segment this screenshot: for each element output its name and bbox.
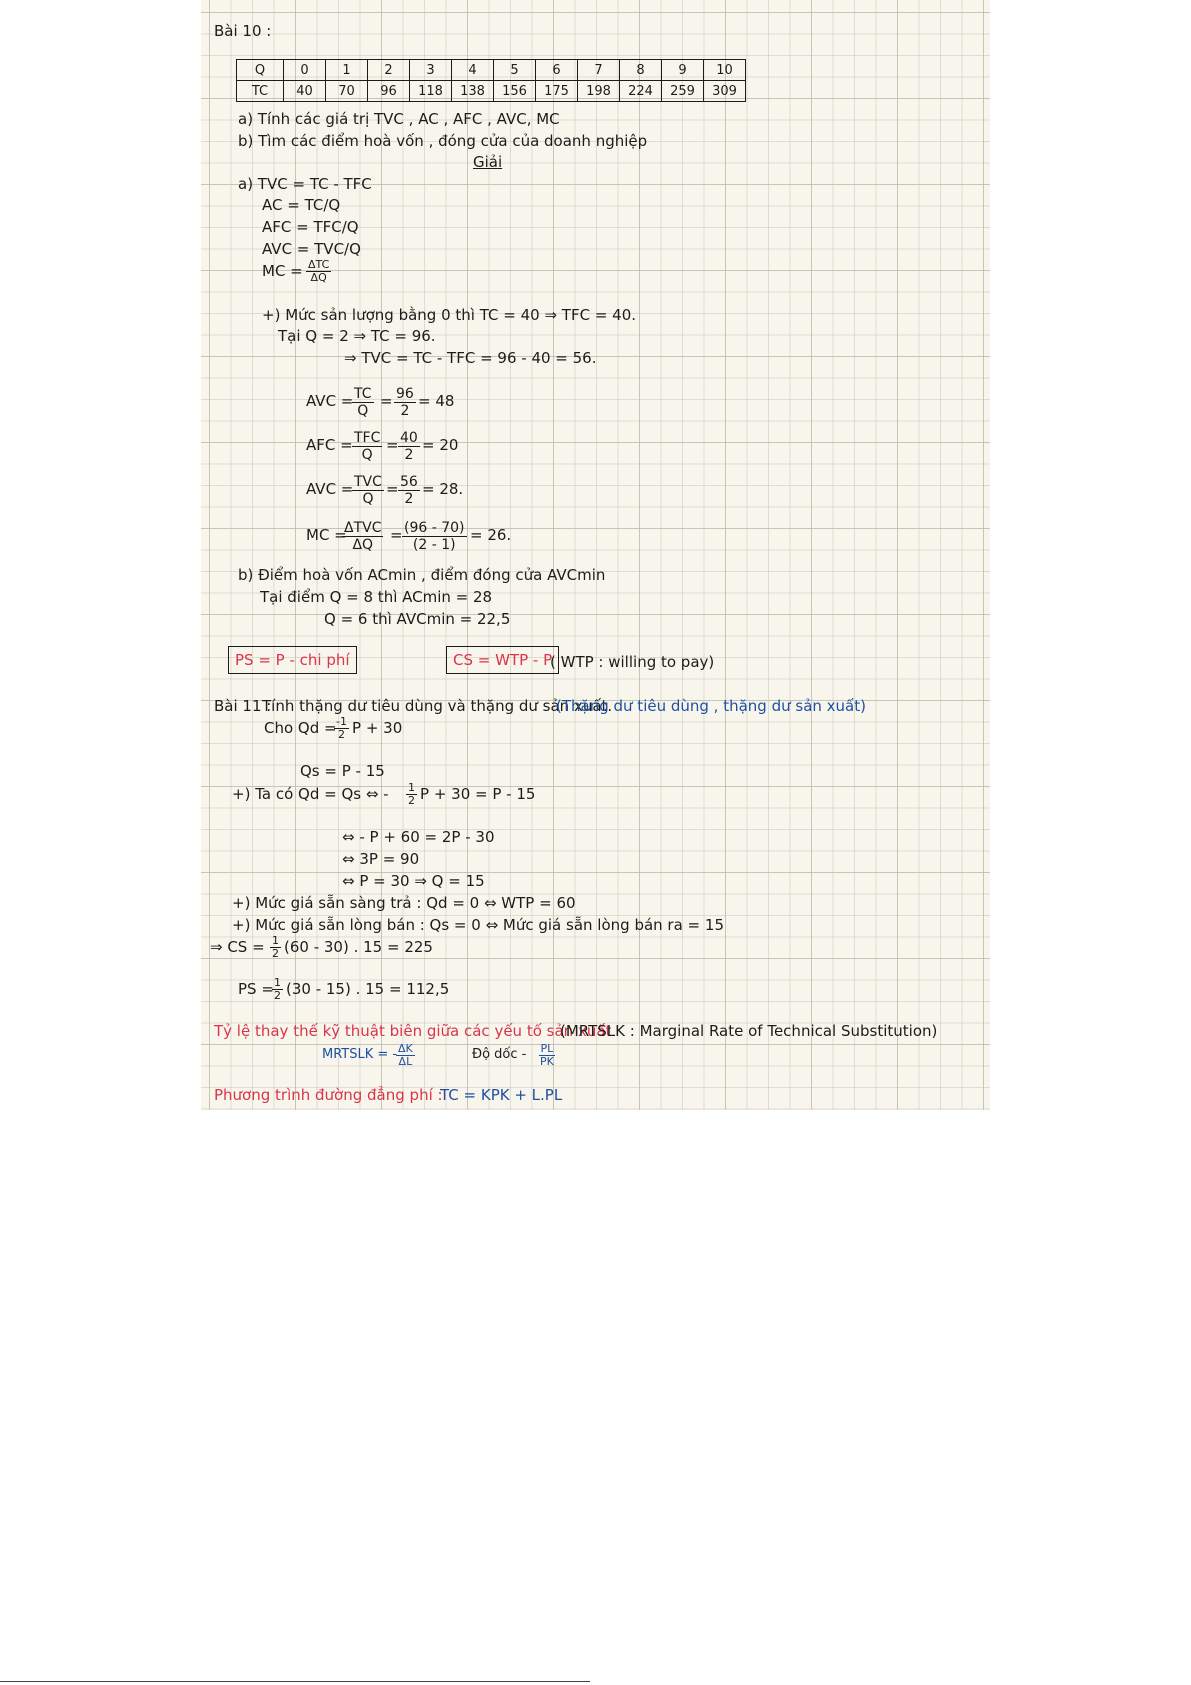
calc-f1-label: AVC =	[306, 392, 354, 410]
table-cell: 8	[620, 60, 662, 81]
table-cell: 309	[704, 81, 746, 102]
ps-prefix: PS =	[238, 980, 274, 998]
table-row-tc	[237, 81, 746, 102]
calc-f4-label: MC =	[306, 526, 347, 544]
fraction-numerator: 1	[272, 934, 279, 947]
equation-suffix: P + 30 = P - 15	[420, 785, 536, 803]
part-b-line-3: Q = 6 thì AVCmin = 22,5	[324, 610, 511, 628]
equation-step-1: ⇔ - P + 60 = 2P - 30	[342, 828, 495, 846]
fraction-numerator: 1	[274, 976, 281, 989]
calc-f2-label: AFC =	[306, 436, 353, 454]
cs-half-fraction	[270, 935, 281, 960]
table-cell: 40	[284, 81, 326, 102]
equals-sign: =	[386, 436, 399, 454]
calc-f3-fraction-1	[352, 474, 384, 507]
calc-f2-fraction-1	[352, 430, 382, 463]
producer-surplus-box: PS = P - chi phí	[228, 646, 357, 674]
table-cell: 70	[326, 81, 368, 102]
calc-f1-fraction-1	[352, 386, 374, 419]
table-cell: 0	[284, 60, 326, 81]
equals-sign: =	[380, 392, 393, 410]
equation-prefix: +) Ta có Qd = Qs ⇔ -	[232, 785, 389, 803]
fraction-denominator: 2	[274, 989, 281, 1002]
slope-fraction	[538, 1043, 556, 1068]
isocost-formula: TC = KPK + L.PL	[440, 1086, 563, 1104]
wtp-note: ( WTP : willing to pay)	[550, 653, 715, 671]
table-cell: TC	[237, 81, 284, 102]
fraction-denominator: Q	[361, 447, 373, 463]
fraction-denominator: ΔQ	[310, 271, 327, 284]
slope-label: Độ dốc -	[472, 1047, 527, 1062]
table-cell: 118	[410, 81, 452, 102]
fraction-numerator: 40	[400, 430, 418, 446]
cost-table	[236, 59, 746, 102]
table-row-q	[237, 60, 746, 81]
table-cell: 1	[326, 60, 368, 81]
formula-ac: AC = TC/Q	[262, 196, 341, 214]
fraction-denominator: 2	[404, 447, 414, 463]
isocost-heading: Phương trình đường đẳng phí :	[214, 1086, 443, 1104]
calc-f3-fraction-2	[398, 474, 420, 507]
given-qd-fraction	[334, 716, 349, 741]
mrts-heading: Tỷ lệ thay thế kỹ thuật biên giữa các yếu tố sản xuất	[214, 1022, 612, 1040]
calc-f1-fraction-2	[394, 386, 416, 419]
fraction-denominator: 2	[400, 403, 410, 419]
wtp-line: +) Mức giá sẵn sàng trả : Qd = 0 ⇔ WTP = 60	[232, 894, 576, 912]
mrts-formula-fraction	[396, 1043, 415, 1068]
calc-f4-fraction-1	[342, 520, 383, 553]
given-qd-suffix: P + 30	[352, 719, 403, 737]
calc-line-2: Tại Q = 2 ⇒ TC = 96.	[278, 327, 436, 345]
calc-f2-fraction-2	[398, 430, 420, 463]
given-qd-prefix: Cho Qd =	[264, 719, 337, 737]
table-cell: 96	[368, 81, 410, 102]
ps-suffix: (30 - 15) . 15 = 112,5	[286, 980, 450, 998]
mrts-heading-note: (MRTSLK : Marginal Rate of Technical Substitution)	[560, 1022, 938, 1040]
fraction-numerator: TFC	[354, 430, 381, 446]
formula-mc-label: MC =	[262, 262, 303, 280]
fraction-denominator: (2 - 1)	[412, 537, 456, 553]
fraction-denominator: 2	[408, 794, 415, 807]
fraction-numerator: 96	[396, 386, 414, 402]
formula-tvc: a) TVC = TC - TFC	[238, 175, 372, 193]
table-cell: 224	[620, 81, 662, 102]
fraction-denominator: 2	[272, 947, 279, 960]
bai11-title: Bài 11 :	[214, 697, 272, 715]
bai11-task: Tính thặng dư tiêu dùng và thặng dư sản xuất.	[262, 697, 613, 715]
calc-f1-result: = 48	[418, 392, 455, 410]
wta-line: +) Mức giá sẵn lòng bán : Qs = 0 ⇔ Mức giá sẵn lòng bán ra = 15	[232, 916, 724, 934]
calc-f3-result: = 28.	[422, 480, 464, 498]
fraction-denominator: 2	[337, 728, 345, 741]
table-cell: 138	[452, 81, 494, 102]
table-cell: 4	[452, 60, 494, 81]
ps-half-fraction	[272, 977, 283, 1002]
table-cell: 5	[494, 60, 536, 81]
fraction-numerator: -1	[336, 715, 347, 728]
question-a: a) Tính các giá trị TVC , AC , AFC , AVC, MC	[238, 110, 560, 128]
exercise-title: Bài 10 :	[214, 22, 272, 40]
table-cell: Q	[237, 60, 284, 81]
mrts-formula-label: MRTSLK = -	[322, 1047, 398, 1062]
table-cell: 198	[578, 81, 620, 102]
consumer-surplus-box: CS = WTP - P	[446, 646, 559, 674]
fraction-denominator: Q	[362, 491, 374, 507]
equation-step-3: ⇔ P = 30 ⇒ Q = 15	[342, 872, 485, 890]
table-cell: 259	[662, 81, 704, 102]
table-cell: 2	[368, 60, 410, 81]
fraction-numerator: ΔK	[398, 1042, 413, 1055]
solution-heading: Giải	[473, 153, 503, 171]
calc-line-3: ⇒ TVC = TC - TFC = 96 - 40 = 56.	[344, 349, 597, 367]
fraction-denominator: ΔL	[398, 1055, 413, 1068]
fraction-numerator: TVC	[354, 474, 382, 490]
fraction-numerator: 1	[408, 781, 415, 794]
fraction-numerator: 56	[400, 474, 418, 490]
equation-fraction	[406, 782, 417, 807]
table-cell: 6	[536, 60, 578, 81]
calc-line-1: +) Mức sản lượng bằng 0 thì TC = 40 ⇒ TFC = 40.	[262, 306, 637, 324]
fraction-numerator: ΔTC	[308, 258, 330, 271]
equals-sign: =	[390, 526, 403, 544]
question-b: b) Tìm các điểm hoà vốn , đóng cửa của doanh nghiệp	[238, 132, 648, 150]
fraction-numerator: ΔTVC	[344, 520, 382, 536]
fraction-denominator: Q	[357, 403, 369, 419]
fraction-numerator: TC	[354, 386, 372, 402]
fraction-denominator: ΔQ	[352, 537, 374, 553]
part-b-line-1: b) Điểm hoà vốn ACmin , điểm đóng cửa AVCmin	[238, 566, 606, 584]
fraction-numerator: PL	[540, 1042, 554, 1055]
calc-f4-result: = 26.	[470, 526, 512, 544]
formula-avc: AVC = TVC/Q	[262, 240, 361, 258]
footer-divider	[0, 1681, 590, 1682]
fraction-denominator: PK	[540, 1055, 554, 1068]
formula-afc: AFC = TFC/Q	[262, 218, 359, 236]
table-cell: 9	[662, 60, 704, 81]
table-cell: 175	[536, 81, 578, 102]
table-cell: 156	[494, 81, 536, 102]
given-qs: Qs = P - 15	[300, 762, 385, 780]
cs-suffix: (60 - 30) . 15 = 225	[284, 938, 433, 956]
table-cell: 3	[410, 60, 452, 81]
calc-f4-fraction-2	[402, 520, 467, 553]
cs-prefix: ⇒ CS =	[210, 938, 265, 956]
fraction-denominator: 2	[404, 491, 414, 507]
formula-mc-fraction	[306, 259, 331, 284]
part-b-line-2: Tại điểm Q = 8 thì ACmin = 28	[260, 588, 493, 606]
equals-sign: =	[386, 480, 399, 498]
calc-f3-label: AVC =	[306, 480, 354, 498]
bai11-task-note: (Thặng dư tiêu dùng , thặng dư sản xuất)	[556, 697, 866, 715]
table-cell: 10	[704, 60, 746, 81]
equation-step-2: ⇔ 3P = 90	[342, 850, 420, 868]
fraction-numerator: (96 - 70)	[404, 520, 465, 536]
table-cell: 7	[578, 60, 620, 81]
calc-f2-result: = 20	[422, 436, 459, 454]
